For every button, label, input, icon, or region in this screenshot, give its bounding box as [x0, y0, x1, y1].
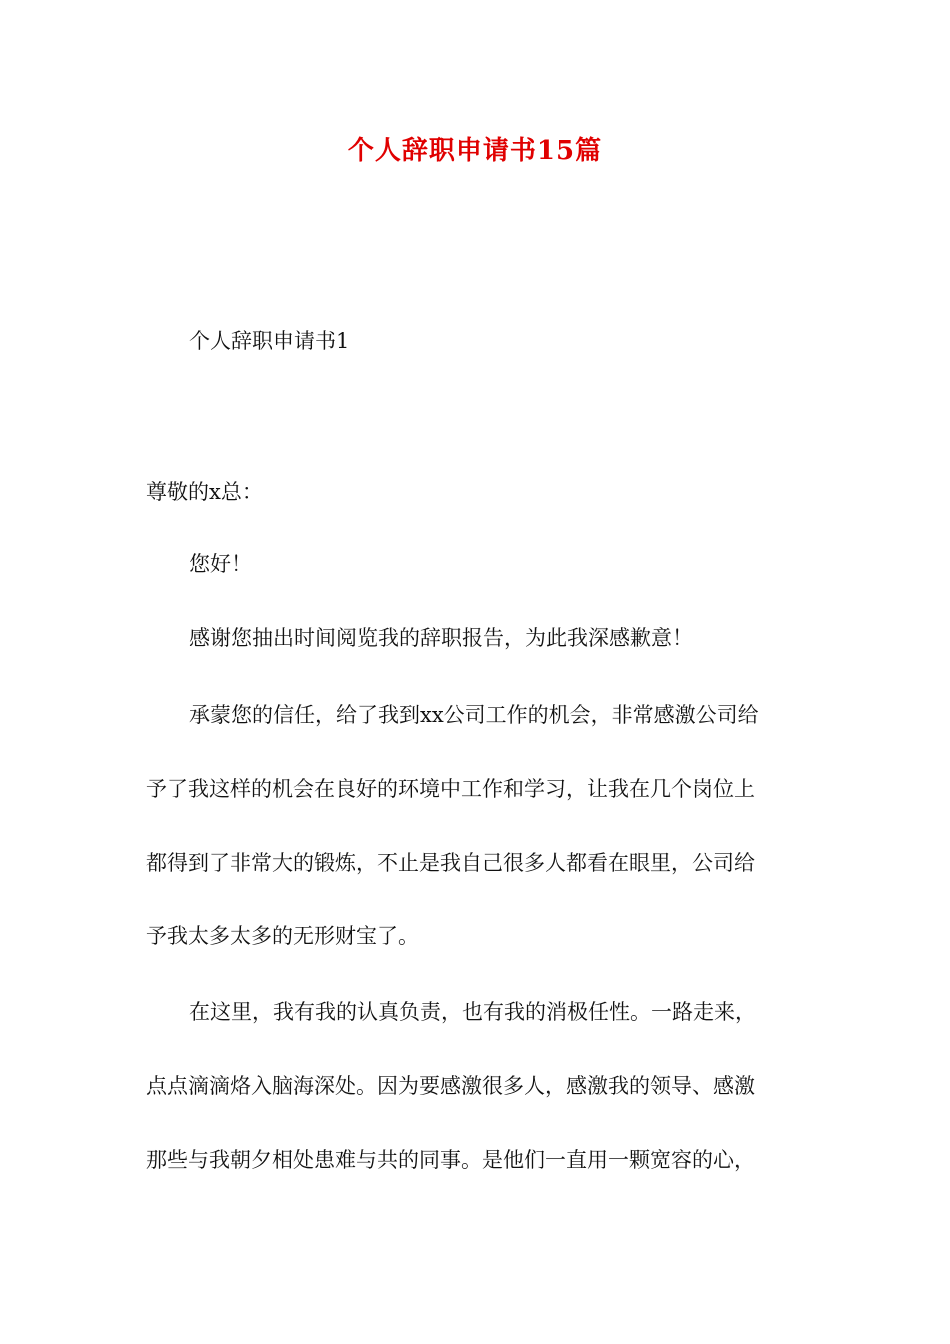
greeting: 您好！: [189, 552, 252, 576]
salutation: 尊敬的x总：: [146, 480, 263, 504]
paragraph-line: 点点滴滴烙入脑海深处。因为要感激很多人，感激我的领导、感激: [146, 1074, 755, 1098]
paragraph-line: 承蒙您的信任，给了我到xx公司工作的机会，非常感激公司给: [189, 703, 759, 727]
paragraph-line: 予了我这样的机会在良好的环境中工作和学习，让我在几个岗位上: [146, 777, 755, 801]
paragraph-line: 那些与我朝夕相处患难与共的同事。是他们一直用一颗宽容的心，: [146, 1148, 755, 1172]
paragraph-line: 在这里，我有我的认真负责，也有我的消极任性。一路走来，: [189, 1000, 756, 1024]
section-heading: 个人辞职申请书1: [189, 329, 350, 353]
paragraph-line: 感谢您抽出时间阅览我的辞职报告，为此我深感歉意！: [189, 626, 693, 650]
paragraph-line: 予我太多太多的无形财宝了。: [146, 924, 419, 948]
document-title: 个人辞职申请书15篇: [347, 136, 603, 166]
paragraph-line: 都得到了非常大的锻炼，不止是我自己很多人都看在眼里，公司给: [146, 851, 755, 875]
